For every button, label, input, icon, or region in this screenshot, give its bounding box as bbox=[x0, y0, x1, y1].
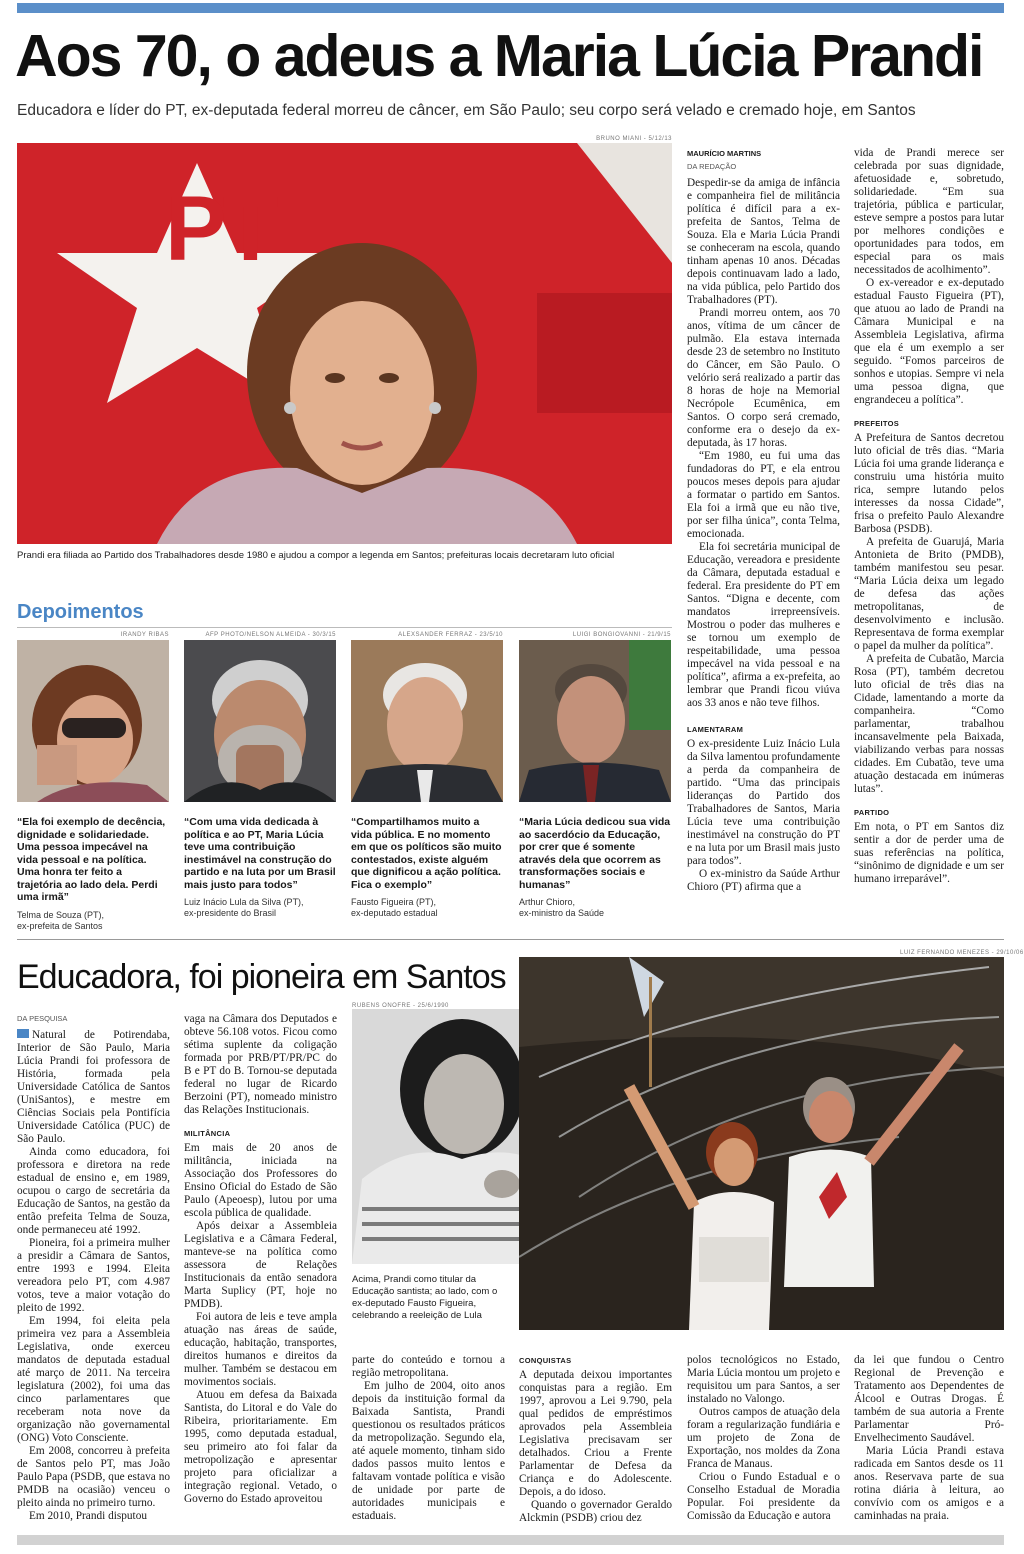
paragraph: Pioneira, foi a primeira mulher a presidir a Câmara de Santos, entre 1993 e 1994. Eleita vereadora pelo PT, com 4.987 votos, teve a maior votação do pleito de 1992. bbox=[17, 1237, 170, 1314]
paragraph: Atuou em defesa da Baixada Santista, do Litoral e do Vale do Ribeira, prioritariamente. Em 1995, como deputada estadual, seu primeiro ato foi falar da metropolização e apresentar projeto para oficializar a integração regional. Vetado, o Governo do Estado aproveitou bbox=[184, 1389, 337, 1505]
depoimento-card bbox=[519, 632, 671, 919]
paragraph: Em 1994, foi eleita pela primeira vez para a Assembleia Legislativa, onde exerceu mandatos de deputada estadual até março de 2011. Na terceira legislatura (2002), foi uma das cinco parlamentares que receberam nota nove da organização não governamental (ONG) Voto Consciente. bbox=[17, 1315, 170, 1444]
depoimento-card bbox=[351, 632, 503, 919]
depoimento-name: Arthur Chioro, bbox=[519, 897, 576, 907]
paragraph: A prefeita de Cubatão, Marcia Rosa (PT), também decretou luto oficial de três dias na Cidade, lamentando a morte da companheira. “Como parlamentar, trabalhou incansavelmente pela Baixada, viabilizando verbas para nossas cidades. Em Cubatão, teve uma atuação destacada em inúmeras lutas”. bbox=[854, 653, 1004, 795]
depoimento-quote: “Maria Lúcia dedicou sua vida ao sacerdócio da Educação, por crer que é somente através dela que ocorrem as transformações sociais e humanas” bbox=[519, 816, 671, 891]
paragraph: Em 2010, Prandi disputou bbox=[29, 1510, 147, 1522]
bottom-bar bbox=[17, 1535, 1004, 1545]
depoimento-name: Telma de Souza (PT), bbox=[17, 909, 105, 920]
section-marker bbox=[17, 1029, 29, 1038]
second-story-title: Educadora, foi pioneira em Santos bbox=[17, 958, 506, 996]
depoimento-role: ex-presidente do Brasil bbox=[184, 908, 277, 918]
depoimento-quote: “Ela foi exemplo de decência, dignidade e solidariedade. Uma pessoa impecável na vida pessoal e na política. Uma honra ter feito a trajetória ao lado dela. Perdi uma irmã” bbox=[17, 816, 166, 903]
story-divider bbox=[17, 939, 1004, 940]
depoimentos-title: Depoimentos bbox=[17, 601, 144, 623]
second-story-column-3 bbox=[352, 1354, 505, 1523]
article-column-2 bbox=[854, 147, 1004, 886]
main-photo-caption: Prandi era filiada ao Partido dos Trabalhadores desde 1980 e ajudou a compor a legenda em Santos; prefeituras locais decretaram luto oficial bbox=[17, 550, 615, 561]
portrait-image bbox=[17, 640, 169, 802]
depoimento-photo-credit: AFP PHOTO/NELSON ALMEIDA - 30/3/15 bbox=[205, 632, 336, 638]
color-photo-credit: LUIZ FERNANDO MENEZES - 29/10/06 bbox=[900, 950, 1024, 956]
second-story-column-5 bbox=[687, 1354, 840, 1523]
kicker-partido: PARTIDO bbox=[854, 808, 890, 817]
depoimentos-rule bbox=[17, 627, 672, 628]
paragraph: parte do conteúdo e tornou a região metropolitana. bbox=[352, 1354, 505, 1379]
depoimento-photo bbox=[351, 640, 503, 802]
paragraph: A deputada deixou importantes conquistas para a região. Em 1997, aprovou a Lei 9.790, pela qual pedidos de empréstimos aprovados pela Assembleia Legislativa precisavam ser detalhados. Criou a Frente Parlamentar de Defesa da Criança e do Adolescente. Depois, a do idoso. bbox=[519, 1369, 672, 1498]
depoimento-photo bbox=[519, 640, 671, 802]
depoimento-name: Luiz Inácio Lula da Silva (PT), bbox=[184, 897, 304, 907]
paragraph: Ainda como educadora, foi professora e diretora na rede estadual de ensino e, em 1989, ocupou o cargo de secretária da Educação de Santos, na gestão da então prefeita Telma de Souza, onde permaneceu até 1992. bbox=[17, 1146, 170, 1236]
paragraph: O ex-presidente Luiz Inácio Lula da Silva lamentou profundamente a perda da companheira de partido. “Uma das principais lideranças do Partido dos Trabalhadores de Santos, Maria Lúcia teve uma contribuição inestimável na construção do PT e na luta por um Brasil mais justo para todos”. bbox=[687, 738, 840, 867]
depoimento-card bbox=[184, 632, 336, 919]
paragraph: da lei que fundou o Centro Regional de Prevenção e Tratamento aos Dependentes de Álcool e Outras Drogas. É também de sua autoria a Frente Parlamentar Pró-Envelhecimento Saudável. bbox=[854, 1354, 1004, 1444]
subheadline: Educadora e líder do PT, ex-deputada federal morreu de câncer, em São Paulo; seu corpo será velado e cremado hoje, em Santos bbox=[17, 102, 916, 119]
pt-logo-text: PT bbox=[165, 178, 275, 280]
second-story-column-6 bbox=[854, 1354, 1004, 1523]
paragraph: Despedir-se da amiga de infância e companheira fiel de militância política é difícil para a ex-prefeita de Santos, Telma de Souza. Ela e Maria Lúcia Prandi se conheceram na escola, quando tinham apenas 10 anos. Décadas depois continuavam lado a lado, na vida pública, pelo Partido dos Trabalhadores (PT). bbox=[687, 177, 840, 306]
paragraph: Após deixar a Assembleia Legislativa e a Câmara Federal, manteve-se na política como assessora de Relações Institucionais da então senadora Marta Suplicy (PT, hoje no PMDB). bbox=[184, 1220, 337, 1310]
depoimento-photo bbox=[184, 640, 336, 802]
paragraph: Em nota, o PT em Santos diz sentir a dor de perder uma de suas referências na política, “sinônimo de dignidade e um ser humano irreparável”. bbox=[854, 821, 1004, 885]
paragraph: O ex-ministro da Saúde Arthur Chioro (PT) afirma que a bbox=[687, 868, 840, 893]
color-photo-image bbox=[519, 957, 1004, 1330]
kicker-conquistas: CONQUISTAS bbox=[519, 1356, 572, 1365]
paragraph: A Prefeitura de Santos decretou luto oficial de três dias. “Maria Lúcia foi uma grande liderança e construiu uma história muito rica, sempre lutando pelos interesses da nossa Cidade”, frisa o prefeito Paulo Alexandre Barbosa (PSDB). bbox=[854, 432, 1004, 535]
bw-photo-caption: Acima, Prandi como titular da Educação santista; ao lado, com o ex-deputado Fausto Figueira, celebrando a reeleição de Lula bbox=[352, 1274, 498, 1321]
depoimento-photo-credit: IRANDY RIBAS bbox=[120, 632, 169, 638]
portrait-image bbox=[519, 640, 671, 802]
depoimento-photo-credit: ALEXSANDER FERRAZ - 23/5/10 bbox=[398, 632, 503, 638]
paragraph: Quando o governador Geraldo Alckmin (PSDB) criou dez bbox=[519, 1499, 672, 1524]
kicker-lamentaram: LAMENTARAM bbox=[687, 725, 744, 734]
portrait-image bbox=[351, 640, 503, 802]
paragraph: Natural de Potirendaba, Interior de São Paulo, Maria Lúcia Prandi foi professora de História, formada pela Universidade Católica de Santos (UniSantos), e mestre em Ciências Sociais pela Pontifícia Universidade Católica (PUC) de São Paulo. bbox=[17, 1029, 170, 1145]
paragraph: vida de Prandi merece ser celebrada por suas dignidade, afetuosidade e, sobretudo, solidariedade. “Em sua trajetória, pública e particular, esteve sempre a postos para lutar por melhores condições e oportunidades para todos, em especial para os mais necessitados de acolhimento”. bbox=[854, 147, 1004, 276]
depoimento-quote: “Compartilhamos muito a vida pública. E no momento em que os políticos são muito contestados, existe alguém que dignificou a ação política. Fica o exemplo” bbox=[351, 816, 502, 891]
second-story-column-1 bbox=[17, 1012, 170, 1523]
paragraph: Em julho de 2004, oito anos depois da instituição formal da Baixada Santista, Prandi questionou os resultados práticos da metropolização. Segundo ela, até aquele momento, tinham sido dados passos muito lentos e faltavam vontade política e visão de unidade por parte de autoridades municipais e estaduais. bbox=[352, 1380, 505, 1522]
dateline: DA REDAÇÃO bbox=[687, 162, 737, 171]
main-photo bbox=[17, 143, 672, 544]
kicker-prefeitos: PREFEITOS bbox=[854, 419, 900, 428]
depoimento-role: ex-prefeita de Santos bbox=[17, 920, 103, 931]
paragraph: Prandi morreu ontem, aos 70 anos, vítima de um câncer de pulmão. Ela estava internada desde 23 de setembro no Instituto do Câncer, em São Paulo. O velório será realizado a partir das 8 horas de hoje na Memorial Necrópole Ecumênica, em Santos. O corpo será cremado, conforme era o desejo da ex-deputada, às 17 horas. bbox=[687, 307, 840, 449]
depoimento-card bbox=[17, 632, 169, 932]
second-story-column-2 bbox=[184, 1013, 337, 1506]
main-photo-image bbox=[17, 143, 672, 544]
paragraph: Ela foi secretária municipal de Educação, vereadora e presidente da Câmara, deputada estadual e federal. Era presidente do PT em Santos. “Digna e decente, com mandatos irrepreensíveis. Mostrou o poder das mulheres e se tornou um exemplo de respeitabilidade, uma pessoa impecável na vida pessoal e na política”, afirma a ex-prefeita, ao lembrar que Prandi ficou viúva aos 33 anos e não teve filhos. bbox=[687, 541, 840, 709]
depoimento-name: Fausto Figueira (PT), bbox=[351, 897, 437, 907]
depoimento-quote: “Com uma vida dedicada à política e ao PT, Maria Lúcia teve uma contribuição inestimável na construção do partido e na luta por um Brasil mais justo para todos” bbox=[184, 816, 336, 891]
second-story-column-4 bbox=[519, 1354, 672, 1525]
top-color-bar bbox=[17, 3, 1004, 13]
color-photo bbox=[519, 957, 1004, 1330]
kicker-militancia: MILITÂNCIA bbox=[184, 1129, 231, 1138]
paragraph: Maria Lúcia Prandi estava radicada em Santos desde os 11 anos. Reservava parte de sua rotina diária à leitura, ao convívio com os amigos e a caminhadas na praia. bbox=[854, 1445, 1004, 1522]
headline: Aos 70, o adeus a Maria Lúcia Prandi bbox=[15, 23, 983, 89]
paragraph: Outros campos de atuação dela foram a regularização fundiária e um projeto de Zona de Exportação, nos moldes da Zona Franca de Manaus. bbox=[687, 1406, 840, 1470]
paragraph: O ex-vereador e ex-deputado estadual Fausto Figueira (PT), que atuou ao lado de Prandi na Câmara Municipal e na Assembleia Legislativa, afirma que ela é um exemplo a ser seguido. “Fomos parceiros de sonhos e utopias. Sempre vi nela uma pessoa digna, que engrandeceu a política”. bbox=[854, 277, 1004, 406]
depoimento-photo bbox=[17, 640, 169, 802]
paragraph: Foi autora de leis e teve ampla atuação nas áreas de saúde, educação, habitação, transportes, direitos humanos e direitos da mulher. Também se destacou em movimentos sociais. bbox=[184, 1311, 337, 1388]
paragraph: “Em 1980, eu fui uma das fundadoras do PT, e ela entrou poucos meses depois para ajudar a formatar o partido em Santos. Ela foi a irmã que eu não tive, por ser filha única”, conta Telma, emocionada. bbox=[687, 450, 840, 540]
paragraph: Em 2008, concorreu à prefeita de Santos pelo PT, mas João Paulo Papa (PSDB, que estava no PMDB na ocasião) venceu o pleito ainda no primeiro turno. bbox=[17, 1445, 170, 1509]
depoimento-photo-credit: LUIGI BONGIOVANNI - 21/9/15 bbox=[572, 632, 671, 638]
paragraph: vaga na Câmara dos Deputados e obteve 56.108 votos. Ficou como sétima suplente da coligação formada por PRB/PT/PR/PC do B e PT do B. Tornou-se deputada federal no lugar de Ricardo Berzoini (PT), nomeado ministro das Relações Institucionais. bbox=[184, 1013, 337, 1116]
depoimento-role: ex-deputado estadual bbox=[351, 908, 438, 918]
paragraph: Criou o Fundo Estadual e o Conselho Estadual de Moradia Popular. Foi presidente da Comissão da Educação e autora bbox=[687, 1471, 840, 1522]
depoimento-role: ex-ministro da Saúde bbox=[519, 908, 605, 918]
article-column-1 bbox=[687, 147, 840, 894]
paragraph: A prefeita de Guarujá, Maria Antonieta de Brito (PMDB), também manifestou seu pesar. “Maria Lúcia deixa um legado de defesa das ações metropolitanas, de desenvolvimento e inclusão. Representava de forma exemplar o papel da mulher da política”. bbox=[854, 536, 1004, 652]
paragraph: Em mais de 20 anos de militância, iniciada na Associação dos Professores do Ensino Oficial do Estado de São Paulo (Apeoesp), lutou por uma escola pública de qualidade. bbox=[184, 1142, 337, 1219]
byline: MAURÍCIO MARTINS bbox=[687, 149, 762, 158]
second-story-dateline: DA PESQUISA bbox=[17, 1014, 68, 1023]
paragraph: polos tecnológicos no Estado, Maria Lúcia montou um projeto e requisitou um para Santos, a ser instalado no Valongo. bbox=[687, 1354, 840, 1405]
portrait-image bbox=[184, 640, 336, 802]
bw-photo-credit: RUBENS ONOFRE - 25/6/1990 bbox=[352, 1003, 449, 1009]
main-photo-credit: BRUNO MIANI - 5/12/13 bbox=[596, 136, 672, 142]
